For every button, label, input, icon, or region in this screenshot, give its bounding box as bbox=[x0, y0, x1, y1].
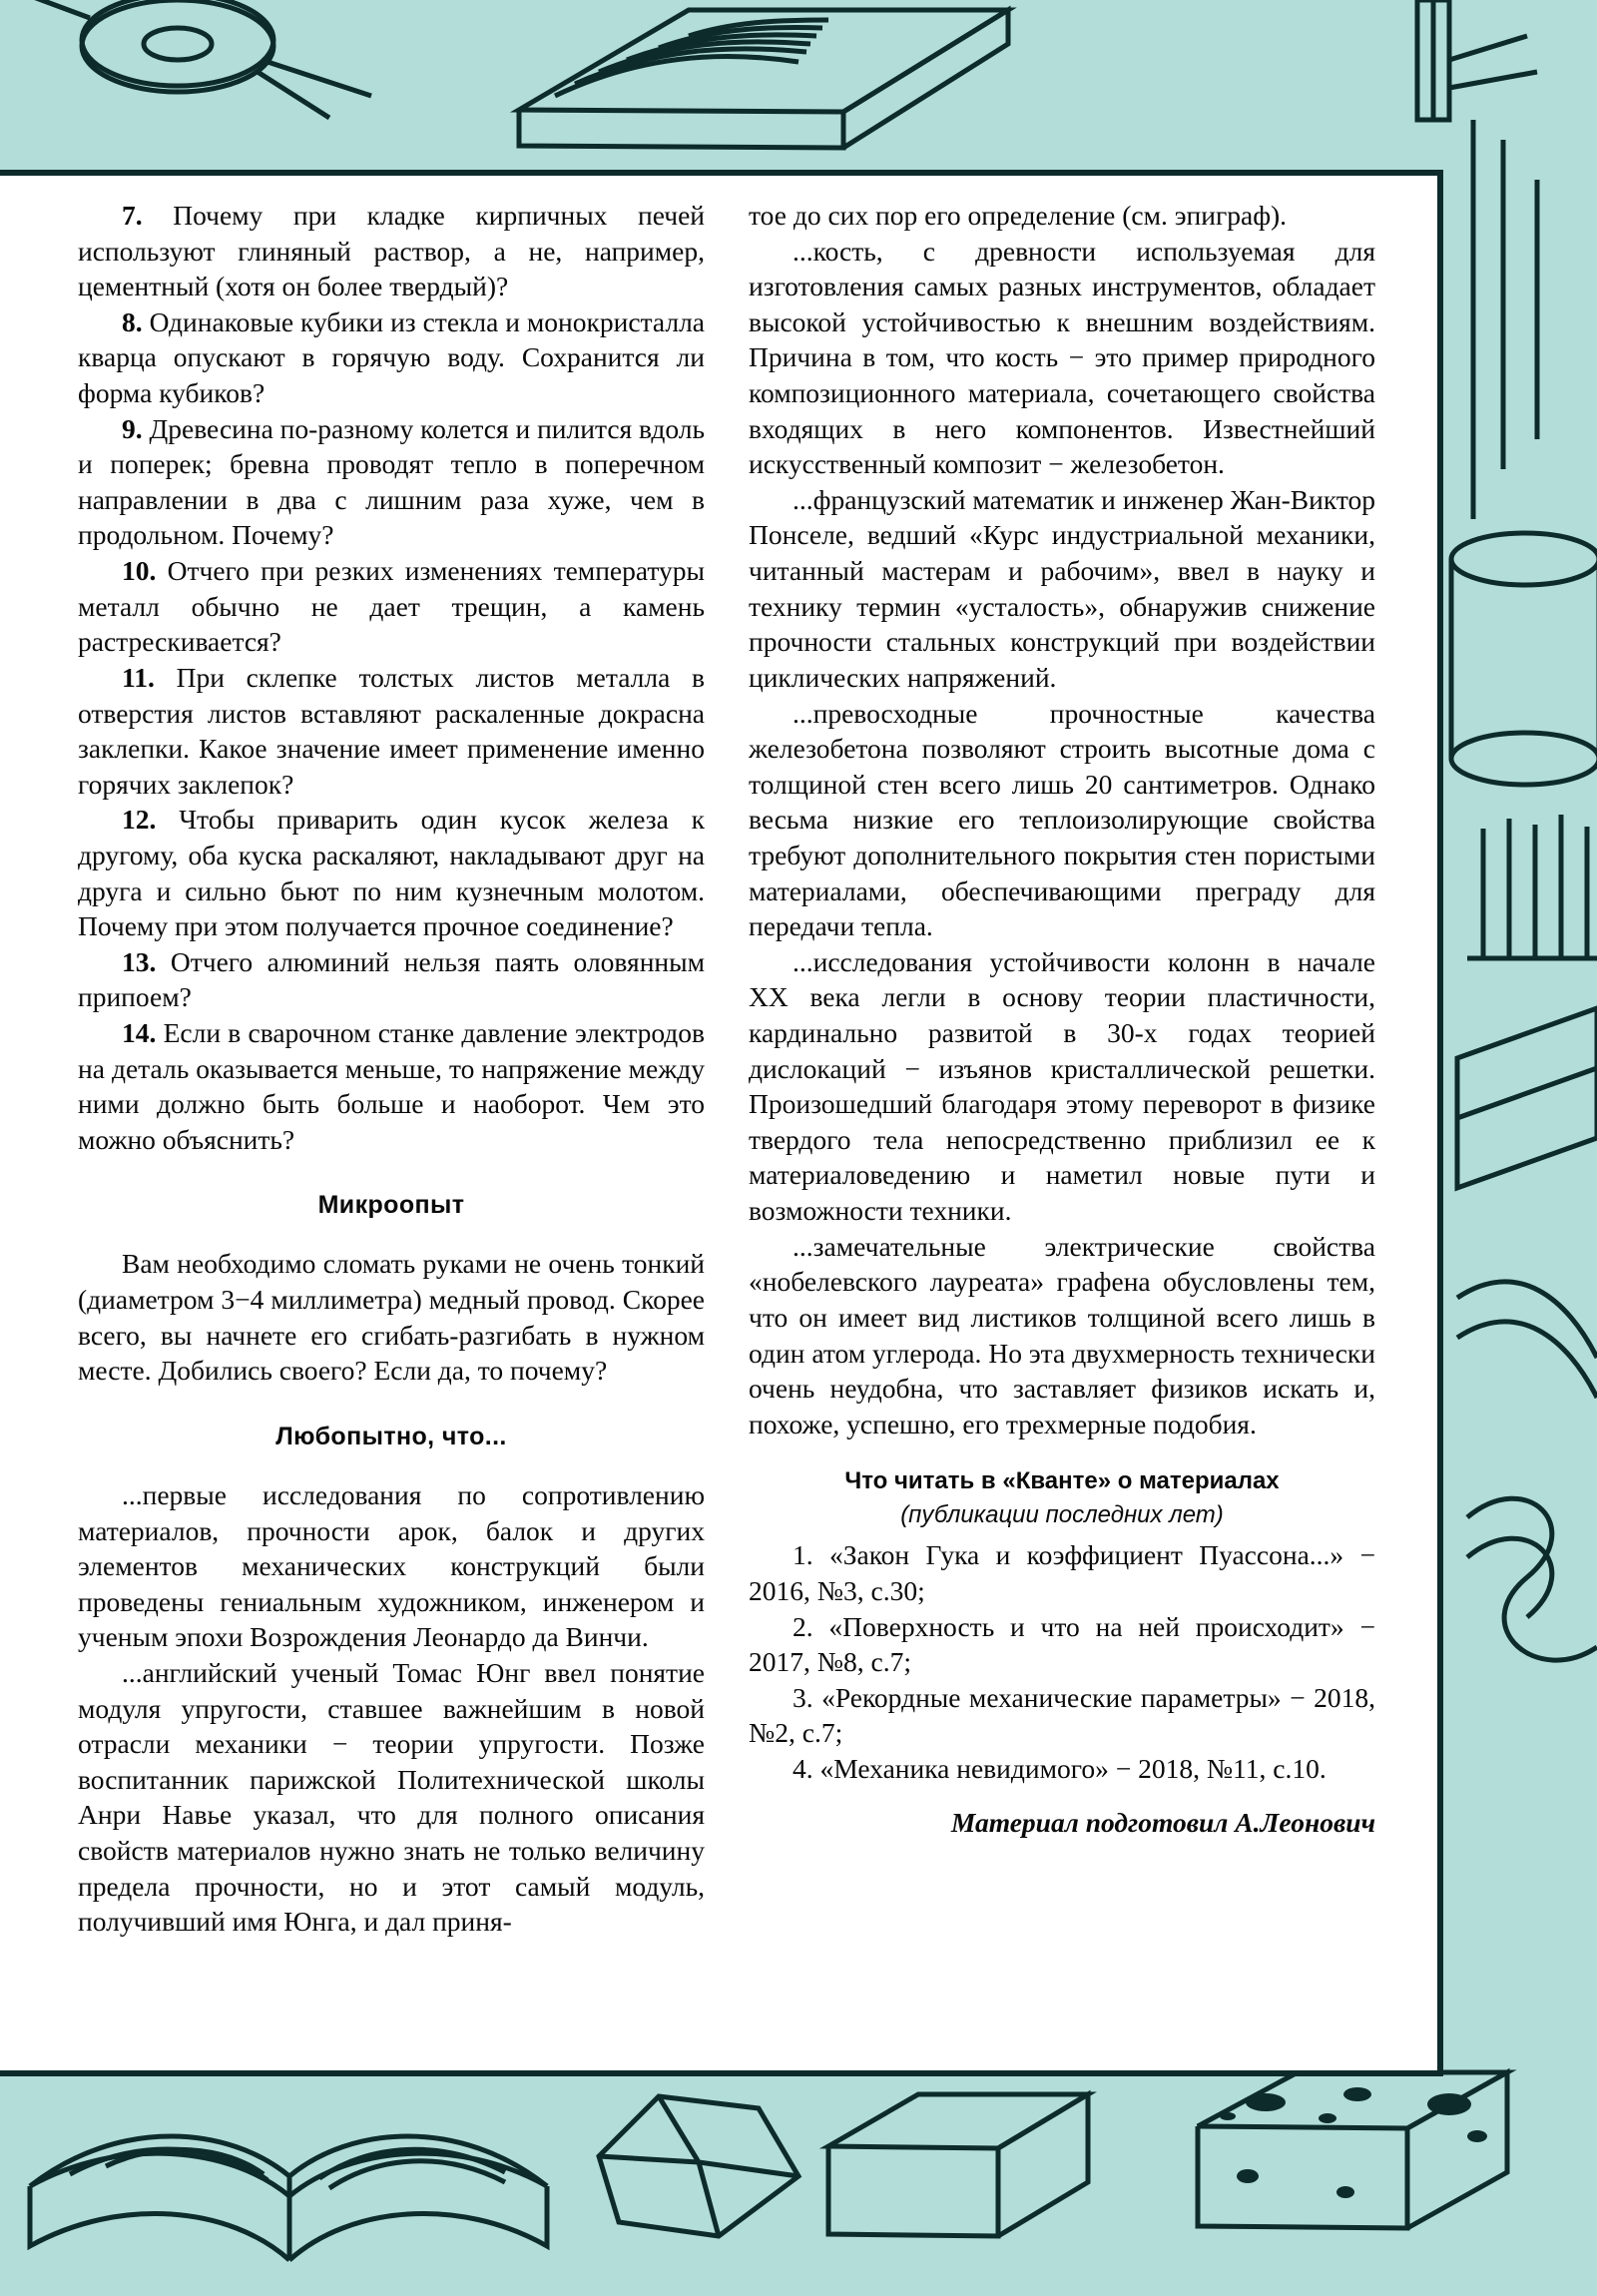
question-text: Почему при кладке кирпичных печей используют глиняный раствор, а не, например, цементный (хотя он более твердый)? bbox=[78, 200, 706, 302]
reading-list-subheading: (публикации последних лет) bbox=[900, 1501, 1224, 1529]
reading-list-heading: Что читать в «Кванте» о материалах bbox=[844, 1467, 1280, 1495]
reading-list-item: 4. «Механика невидимого» − 2018, №11, с.10. bbox=[793, 1752, 1327, 1784]
question-number: 11. bbox=[122, 661, 155, 693]
question-text: При склепке толстых листов металла в отверстия листов вставляют раскаленные докрасна заклепки. Какое значение имеет применение именно горячих заклепок? bbox=[78, 661, 706, 800]
article-page-panel bbox=[0, 170, 1443, 2076]
question-item bbox=[78, 802, 705, 943]
question-number: 8. bbox=[122, 305, 143, 337]
right-column bbox=[749, 198, 1375, 2054]
question-text: Если в сварочном станке давление электродов на деталь оказывается меньше, то напряжение между ними должно быть больше и наоборот. Чем это можно объяснить? bbox=[78, 1017, 706, 1155]
two-column-body bbox=[78, 198, 1375, 2054]
curious-paragraph: ...английский ученый Томас Юнг ввел понятие модуля упругости, ставшее важнейшим в новой отрасли механики − теории упругости. Позже воспитанник парижской Политехнической школы Анри Навье указал, что для полного описания свойств материалов нужно знать не только величину предела прочности, но и этот самый модуль, получивший имя Юнга, и дал приня- bbox=[78, 1656, 705, 1938]
micro-experiment-paragraph: Вам необходимо сломать руками не очень тонкий (диаметром 3−4 миллиметра) медный провод. Скорее всего, вы начнете его сгибать-разгибать в нужном месте. Добились своего? Если да, то почему? bbox=[78, 1248, 705, 1387]
question-item bbox=[78, 304, 705, 411]
continuation-paragraph: тое до сих пор его определение (см. эпиграф). bbox=[749, 200, 1288, 231]
question-text: Отчего алюминий нельзя паять оловянным припоем? bbox=[78, 945, 706, 1013]
question-item bbox=[78, 411, 705, 553]
curious-paragraph: ...кость, с древности используемая для изготовления самых разных инструментов, обладает высокой устойчивостью к внешним воздействиям. Причина в том, что кость − это пример природного композиционного материала, сочетающего свойства входящих в него компонентов. Известнейший искусственный композит − железобетон. bbox=[749, 235, 1375, 480]
reading-list-item: 1. «Закон Гука и коэффициент Пуассона...» − 2016, №3, с.30; bbox=[749, 1539, 1375, 1606]
question-item bbox=[78, 944, 705, 1015]
reading-list-item: 3. «Рекордные механические параметры» − 2018, №2, с.7; bbox=[749, 1681, 1375, 1749]
question-number: 13. bbox=[122, 945, 157, 977]
curious-paragraph: ...французский математик и инженер Жан-Виктор Понселе, ведший «Курс индустриальной механики, читанный мастерам и рабочим», ввел в науку и технику термин «усталость», обнаружив снижение прочности стальных конструкций при воздействии циклических напряжений. bbox=[749, 483, 1375, 693]
curious-paragraph: ...первые исследования по сопротивлению материалов, прочности арок, балок и других элементов механических конструкций были проведены гениальным художником, инженером и ученым эпохи Возрождения Леонардо да Винчи. bbox=[78, 1478, 705, 1653]
curious-paragraph: ...исследования устойчивости колонн в начале XX века легли в основу теории пластичности, кардинально развитой в 30-х годах теорией дислокаций − изъянов кристаллической решетки. Произошедший благодаря этому переворот в физике твердого тела непосредственно приблизил ее к материаловедению и наметил новые пути и возможности техники. bbox=[749, 945, 1375, 1227]
question-text: Отчего при резких изменениях температуры металл обычно не дает трещин, а камень растрескивается? bbox=[78, 555, 706, 658]
curious-paragraph: ...замечательные электрические свойства «нобелевского лауреата» графена обусловлены тем, что он имеет вид листиков толщиной всего лишь в один атом углерода. Но эта двухмерность технически очень неудобна, что заставляет физиков искать и, похоже, успешно, его трехмерные подобия. bbox=[749, 1230, 1375, 1439]
question-text: Древесина по-разному колется и пилится вдоль и поперек; бревна проводят тепло в поперечном направлении в два с лишним раза хуже, чем в продольном. Почему? bbox=[78, 412, 705, 551]
micro-experiment-heading: Микроопыт bbox=[317, 1191, 465, 1220]
curious-paragraph: ...превосходные прочностные качества железобетона позволяют строить высотные дома с толщиной стен всего лишь 20 сантиметров. Однако весьма низкие его теплоизолирующие свойства требуют дополнительного покрытия стен пористыми материалами, обеспечивающими преграду для передачи тепла. bbox=[749, 697, 1375, 942]
article-byline: Материал подготовил А.Леонович bbox=[950, 1806, 1375, 1838]
question-number: 7. bbox=[122, 200, 143, 231]
question-number: 12. bbox=[122, 804, 157, 836]
question-item bbox=[78, 198, 705, 304]
question-text: Одинаковые кубики из стекла и монокристалла кварца опускают в горячую воду. Сохранится ли форма кубиков? bbox=[78, 305, 705, 409]
curious-heading: Любопытно, что... bbox=[275, 1422, 507, 1450]
question-item bbox=[78, 660, 705, 802]
reading-list-item: 2. «Поверхность и что на ней происходит» − 2017, №8, с.7; bbox=[749, 1610, 1375, 1678]
question-number: 10. bbox=[122, 555, 157, 587]
question-text: Чтобы приварить один кусок железа к другому, оба куска раскаляют, накладывают друг на друга и сильно бьют по ним кузнечным молотом. Почему при этом получается прочное соединение? bbox=[78, 804, 705, 942]
question-number: 9. bbox=[122, 412, 143, 444]
question-item bbox=[78, 1015, 705, 1157]
question-item bbox=[78, 553, 705, 660]
question-number: 14. bbox=[122, 1017, 157, 1049]
left-column bbox=[78, 198, 705, 2054]
